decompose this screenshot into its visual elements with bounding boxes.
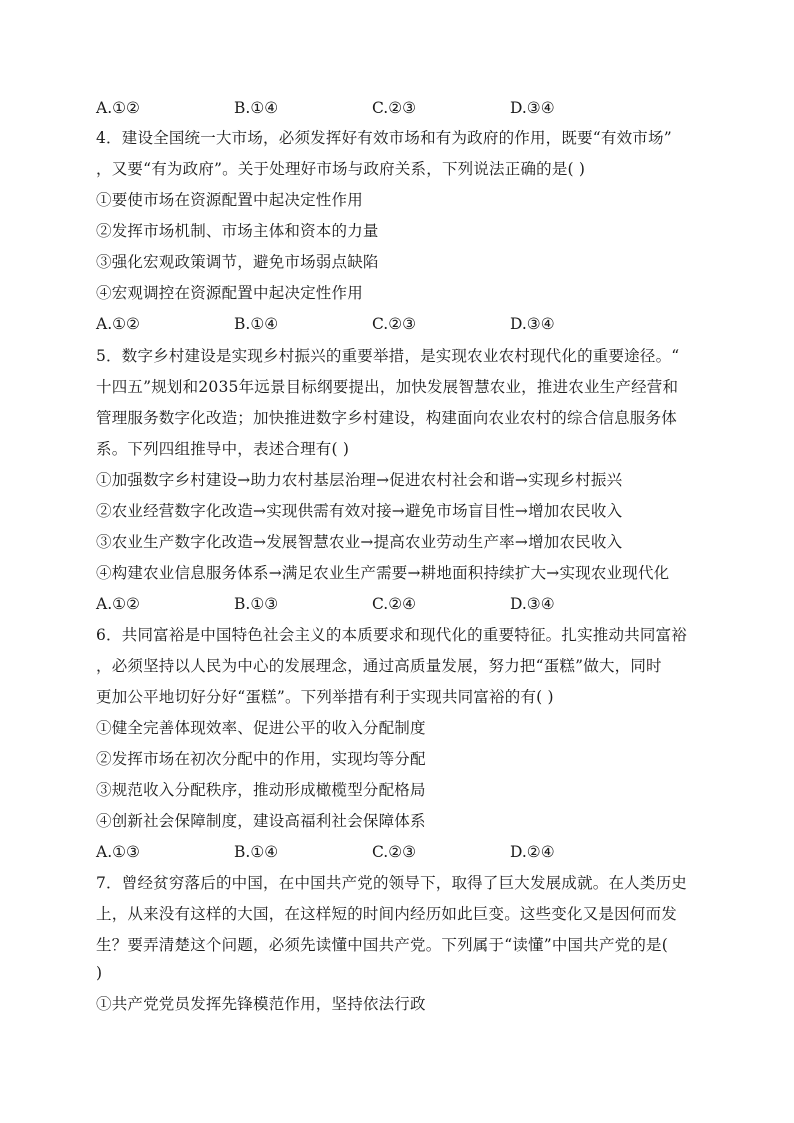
q6-option-d: D.②④: [510, 843, 555, 861]
q3-options: [96, 97, 706, 119]
q6-option-b: B.①④: [234, 843, 279, 861]
q5-option-d: D.③④: [510, 595, 555, 613]
q4-item-4: ④宏观调控在资源配置中起决定性作用: [96, 284, 363, 302]
q5-stem-line-2: 十四五”规划和2035年远景目标纲要提出，加快发展智慧农业，推进农业生产经营和: [96, 378, 679, 396]
q7-stem-line-2: 上，从来没有这样的大国，在这样短的时间内经历如此巨变。这些变化又是因何而发: [96, 905, 677, 923]
q6-options: [96, 841, 706, 863]
q4-stem-line-1: 4．建设全国统一大市场，必须发挥好有效市场和有为政府的作用，既要“有效市场”: [96, 129, 672, 147]
q7-item-1: ①共产党党员发挥先锋模范作用，坚持依法行政: [96, 995, 426, 1013]
q5-stem-line-4: 系。下列四组推导中，表述合理有( ): [96, 440, 350, 458]
q3-option-b: B.①④: [234, 99, 279, 117]
q5-item-2: ②农业经营数字化改造→实现供需有效对接→避免市场盲目性→增加农民收入: [96, 502, 623, 520]
q6-item-1: ①健全完善体现效率、促进公平的收入分配制度: [96, 719, 426, 737]
q5-stem-line-1: 5．数字乡村建设是实现乡村振兴的重要举措，是实现农业农村现代化的重要途径。“: [96, 347, 680, 365]
q5-item-4: ④构建农业信息服务体系→满足农业生产需要→耕地面积持续扩大→实现农业现代化: [96, 564, 670, 582]
q4-option-b: B.①④: [234, 315, 279, 333]
q5-item-3: ③农业生产数字化改造→发展智慧农业→提高农业劳动生产率→增加农民收入: [96, 533, 623, 551]
q4-options: [96, 313, 706, 335]
q4-stem-line-2: ，又要“有为政府”。关于处理好市场与政府关系，下列说法正确的是( ): [96, 160, 586, 178]
q6-stem-line-1: 6．共同富裕是中国特色社会主义的本质要求和现代化的重要特征。扎实推动共同富裕: [96, 626, 687, 644]
q7-stem-line-4: ): [96, 964, 103, 982]
q7-stem-line-3: 生？要弄清楚这个问题，必须先读懂中国共产党。下列属于“读懂”中国共产党的是(: [96, 936, 668, 954]
q5-item-1: ①加强数字乡村建设→助力农村基层治理→促进农村社会和谐→实现乡村振兴: [96, 471, 623, 489]
q6-option-a: A.①③: [96, 843, 140, 861]
q5-stem-line-3: 管理服务数字化改造；加快推进数字乡村建设，构建面向农业农村的综合信息服务体: [96, 409, 677, 427]
q6-item-3: ③规范收入分配秩序，推动形成橄榄型分配格局: [96, 781, 426, 799]
q7-stem-line-1: 7．曾经贫穷落后的中国，在中国共产党的领导下，取得了巨大发展成就。在人类历史: [96, 874, 687, 892]
q3-option-a: A.①②: [96, 99, 140, 117]
q3-option-d: D.③④: [510, 99, 555, 117]
q5-option-b: B.①③: [234, 595, 279, 613]
q6-stem-line-3: 更加公平地切好分好“蛋糕”。下列举措有利于实现共同富裕的有( ): [96, 688, 554, 706]
q6-stem-line-2: ，必须坚持以人民为中心的发展理念，通过高质量发展，努力把“蛋糕”做大，同时: [96, 657, 662, 675]
q4-item-2: ②发挥市场机制、市场主体和资本的力量: [96, 222, 379, 240]
q5-options: [96, 593, 706, 615]
q6-item-2: ②发挥市场在初次分配中的作用，实现均等分配: [96, 750, 426, 768]
q4-option-a: A.①②: [96, 315, 140, 333]
q4-item-3: ③强化宏观政策调节，避免市场弱点缺陷: [96, 253, 379, 271]
q5-option-c: C.②④: [372, 595, 417, 613]
q6-item-4: ④创新社会保障制度，建设高福利社会保障体系: [96, 812, 426, 830]
q3-option-c: C.②③: [372, 99, 417, 117]
q4-option-d: D.③④: [510, 315, 555, 333]
q5-option-a: A.①②: [96, 595, 140, 613]
q6-option-c: C.②③: [372, 843, 417, 861]
q4-item-1: ①要使市场在资源配置中起决定性作用: [96, 191, 363, 209]
q4-option-c: C.②③: [372, 315, 417, 333]
